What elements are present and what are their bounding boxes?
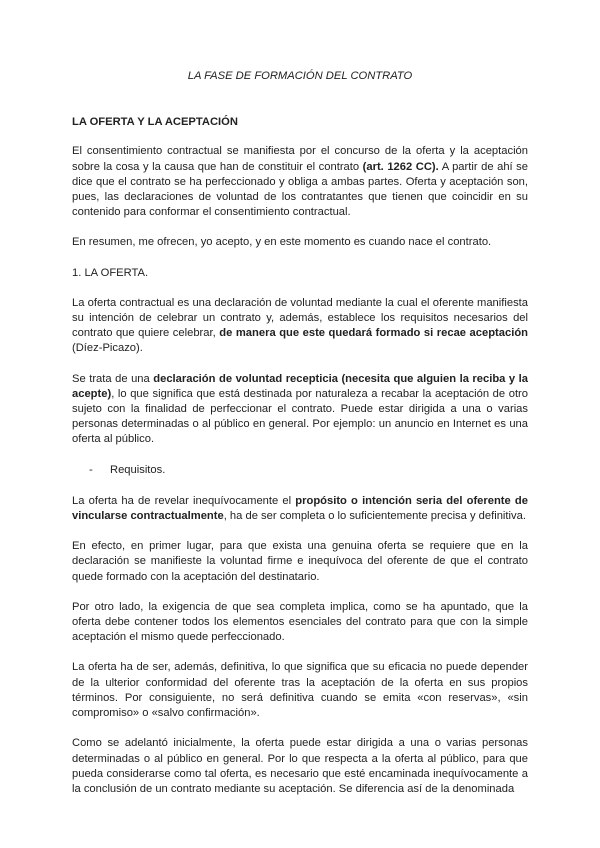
p3-text-a: La oferta contractual es una declaración de voluntad mediante la cual el oferente manifiesta su intención de celebrar un contrato y, además, establece los requisitos necesarios del contrato que quiere celebrar, (72, 296, 528, 340)
section-heading: LA OFERTA Y LA ACEPTACIÓN (72, 116, 238, 129)
p4-text-c: , lo que significa que está destinada por naturaleza a recabar la aceptación de otro sujeto con la finalidad de perfeccionar el contrato. Puede estar dirigida a una o varias personas determinadas o al público en general. Por ejemplo: un anuncio en Internet es una oferta al público. (72, 387, 528, 446)
paragraph-definitiva: La oferta ha de ser, además, definitiva, lo que significa que su eficacia no puede depender de la ulterior conformidad del oferente tras la aceptación de la oferta en sus propios términos. Por consiguiente, no será definitiva cuando se emita «con reservas», «sin compromiso» o «salvo confirmación». (72, 661, 528, 720)
document-page (72, 69, 528, 812)
p1-text-c: A partir de ahí se dice que el contrato se ha perfeccionado y obliga a ambas partes. Oferta y aceptación son, pues, las declaraciones de voluntad de los contratantes que tienen que coincidir en su contenido para conformar el consentimiento contractual. (72, 160, 529, 219)
p4-text-a: Se trata de una (72, 372, 154, 385)
subheading-la-oferta: 1. LA OFERTA. (72, 266, 149, 279)
p3-bold: de manera que este quedará formado si recae aceptación (219, 327, 529, 340)
bullet-requisitos (89, 463, 528, 478)
paragraph-consentimiento (72, 144, 528, 220)
p5-text-a: La oferta ha de revelar inequívocamente el (72, 494, 296, 507)
paragraph-oferta-publico: Como se adelantó inicialmente, la oferta puede estar dirigida a una o varias personas determinadas o al público en general. Por lo que respecta a la oferta al público, para que pueda considerarse como tal oferta, es necesario que esté encaminada inequívocamente a la conclusión de un contrato mediante su aceptación. Se diferencia así de la denominada (72, 737, 528, 795)
paragraph-resumen: En resumen, me ofrecen, yo acepto, y en este momento es cuando nace el contrato. (72, 236, 492, 249)
p4-bold: declaración de voluntad recepticia (necesita que alguien la reciba y la acepte) (72, 372, 528, 400)
paragraph-proposito (72, 494, 528, 524)
paragraph-oferta-definicion (72, 296, 528, 357)
p3-text-c: (Díez-Picazo). (72, 342, 143, 355)
p5-text-c: , ha de ser completa o lo suficientemente precisa y definitiva. (223, 510, 526, 523)
p1-article-reference: (art. 1262 CC). (362, 160, 439, 173)
bullet-dash: - (89, 463, 93, 476)
paragraph-completa: Por otro lado, la exigencia de que sea completa implica, como se ha apuntado, que la oferta debe contener todos los elementos esenciales del contrato para que con la simple aceptación el mismo quede perfeccionado. (72, 600, 528, 644)
p5-bold: propósito o intención seria del oferente de vincularse contractualmente (72, 494, 528, 523)
paragraph-recepticia (72, 372, 528, 448)
document-title: LA FASE DE FORMACIÓN DEL CONTRATO (187, 70, 413, 82)
paragraph-voluntad-firme: En efecto, en primer lugar, para que exista una genuina oferta se requiere que en la declaración se manifieste la voluntad firme e inequívoca del oferente de que el contrato quede formado con la aceptación del destinatario. (72, 540, 528, 583)
bullet-text: Requisitos. (110, 463, 166, 476)
p1-text-a: El consentimiento contractual se manifiesta por el concurso de la oferta y la aceptación sobre la cosa y la causa que han de constituir el contrato (72, 145, 528, 173)
